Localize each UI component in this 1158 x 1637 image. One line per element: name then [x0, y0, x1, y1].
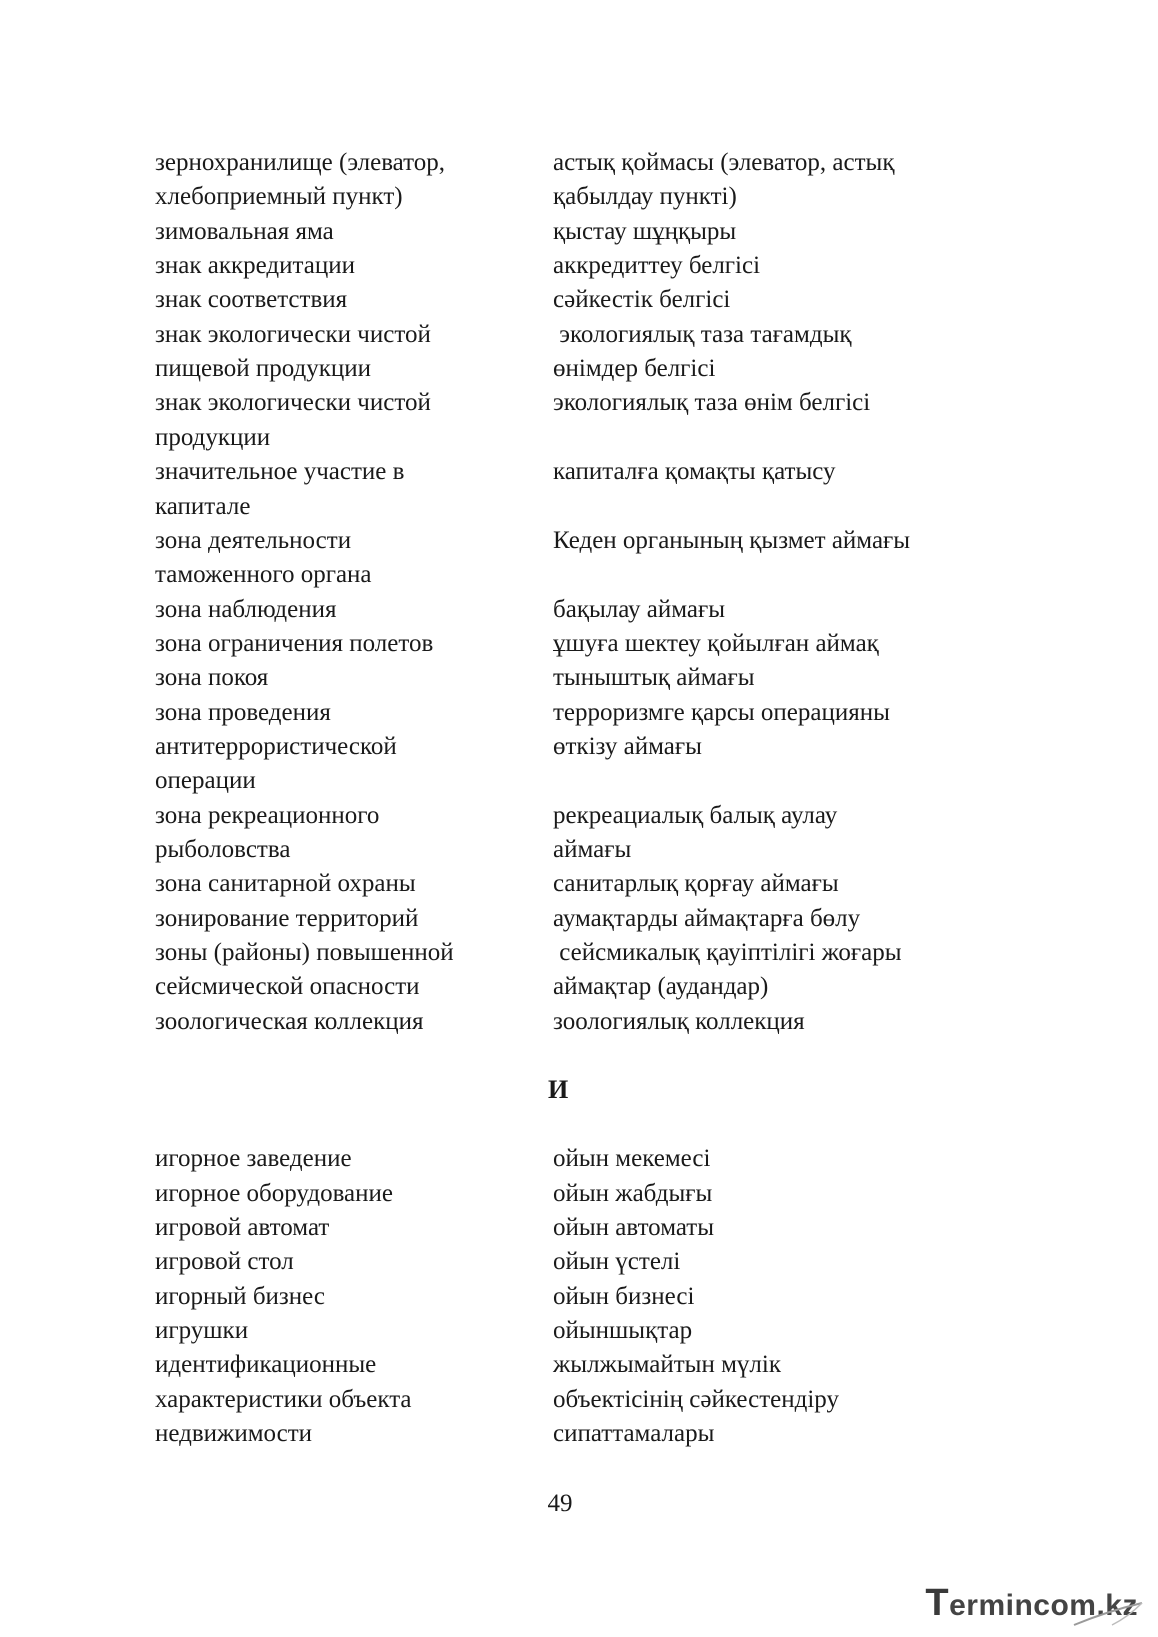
entry-row — [0, 490, 1158, 524]
entry-row — [0, 696, 1158, 730]
russian-term: зона проведения — [155, 699, 331, 726]
kazakh-term: жылжымайтын мүлік — [553, 1351, 781, 1378]
russian-term: зернохранилище (элеватор, — [155, 149, 445, 176]
entry-row — [0, 180, 1158, 214]
entry-row — [0, 249, 1158, 283]
entry-row — [0, 1142, 1158, 1176]
russian-term: игровой стол — [155, 1248, 294, 1275]
russian-term: зона рекреационного — [155, 802, 380, 829]
entry-row — [0, 902, 1158, 936]
entry-row — [0, 455, 1158, 489]
russian-term: характеристики объекта — [155, 1386, 412, 1413]
russian-term: зоологическая коллекция — [155, 1008, 424, 1035]
entry-row — [0, 283, 1158, 317]
entry-row — [0, 970, 1158, 1004]
entry-row — [0, 833, 1158, 867]
kazakh-term: тыныштық аймағы — [553, 664, 755, 691]
kazakh-term: объектісінің сәйкестендіру — [553, 1386, 839, 1413]
kazakh-term: аймағы — [553, 836, 632, 863]
entry-row — [0, 1314, 1158, 1348]
russian-term: хлебоприемный пункт) — [155, 183, 403, 210]
entry-row — [0, 1280, 1158, 1314]
kazakh-term: ойын жабдығы — [553, 1180, 713, 1207]
kazakh-term: санитарлық қорғау аймағы — [553, 870, 839, 897]
entry-row — [0, 661, 1158, 695]
watermark-text: ermincom — [949, 1589, 1097, 1622]
russian-term: зонирование территорий — [155, 905, 419, 932]
kazakh-term: өткізу аймағы — [553, 733, 702, 760]
entry-row — [0, 215, 1158, 249]
russian-term: игорный бизнес — [155, 1283, 325, 1310]
entry-row — [0, 1245, 1158, 1279]
russian-term: значительное участие в — [155, 458, 405, 485]
russian-term: таможенного органа — [155, 561, 372, 588]
watermark-letter-t: T — [925, 1582, 950, 1624]
kazakh-term: ойын автоматы — [553, 1214, 715, 1241]
russian-term: знак аккредитации — [155, 252, 355, 279]
section-letter: И — [548, 1075, 569, 1104]
entry-row — [0, 318, 1158, 352]
kazakh-term: ойын үстелі — [553, 1248, 681, 1275]
russian-term: идентификационные — [155, 1351, 377, 1378]
kazakh-term: зоологиялық коллекция — [553, 1008, 805, 1035]
entry-row — [0, 146, 1158, 180]
kazakh-term: сейсмикалық қауіптілігі жоғары — [553, 939, 902, 966]
kazakh-term: ойын мекемесі — [553, 1145, 711, 1172]
entry-row — [0, 627, 1158, 661]
russian-term: продукции — [155, 424, 271, 451]
russian-term: игорное оборудование — [155, 1180, 394, 1207]
russian-term: недвижимости — [155, 1420, 313, 1447]
kazakh-term: сәйкестік белгісі — [553, 286, 731, 313]
kazakh-term: астық қоймасы (элеватор, астық — [553, 149, 895, 176]
russian-term: пищевой продукции — [155, 355, 372, 382]
kazakh-term: экологиялық таза өнім белгісі — [553, 389, 871, 416]
entry-row — [0, 730, 1158, 764]
kazakh-term: қыстау шұңқыры — [553, 218, 737, 245]
kazakh-term: аймақтар (аудандар) — [553, 973, 769, 1000]
entry-row — [0, 1383, 1158, 1417]
watermark-swoosh-icon — [1072, 1601, 1144, 1627]
russian-term: игровой автомат — [155, 1214, 330, 1241]
entry-row — [0, 1348, 1158, 1382]
kazakh-term: бақылау аймағы — [553, 596, 726, 623]
kazakh-term: терроризмге қарсы операцияны — [553, 699, 890, 726]
russian-term: зона покоя — [155, 664, 269, 691]
russian-term: игорное заведение — [155, 1145, 352, 1172]
russian-term: зона наблюдения — [155, 596, 337, 623]
entry-row — [0, 386, 1158, 420]
entry-row — [0, 558, 1158, 592]
entry-row — [0, 1211, 1158, 1245]
kazakh-term: қабылдау пункті) — [553, 183, 737, 210]
entry-row — [0, 1005, 1158, 1039]
entry-row — [0, 593, 1158, 627]
kazakh-term: сипаттамалары — [553, 1420, 715, 1447]
russian-term: капитале — [155, 493, 251, 520]
kazakh-term: аккредиттеу белгісі — [553, 252, 761, 279]
kazakh-term: Кеден органының қызмет аймағы — [553, 527, 911, 554]
russian-term: антитеррористической — [155, 733, 397, 760]
entry-row — [0, 421, 1158, 455]
russian-term: игрушки — [155, 1317, 249, 1344]
kazakh-term: ұшуға шектеу қойылған аймақ — [553, 630, 879, 657]
entry-row — [0, 867, 1158, 901]
russian-term: операции — [155, 767, 256, 794]
russian-term: зона деятельности — [155, 527, 352, 554]
russian-term: рыболовства — [155, 836, 291, 863]
entry-row — [0, 352, 1158, 386]
russian-term: зона санитарной охраны — [155, 870, 416, 897]
kazakh-term: экологиялық таза тағамдық — [553, 321, 852, 348]
kazakh-term: капиталға қомақты қатысу — [553, 458, 836, 485]
kazakh-term: ойыншықтар — [553, 1317, 693, 1344]
kazakh-term: ойын бизнесі — [553, 1283, 695, 1310]
russian-term: знак экологически чистой — [155, 389, 431, 416]
kazakh-term: өнімдер белгісі — [553, 355, 716, 382]
entry-row — [0, 1177, 1158, 1211]
entry-row — [0, 764, 1158, 798]
russian-term: сейсмической опасности — [155, 973, 420, 1000]
kazakh-term: аумақтарды аймақтарға бөлу — [553, 905, 861, 932]
watermark-domain: .kz — [1096, 1589, 1138, 1622]
russian-term: знак экологически чистой — [155, 321, 431, 348]
entry-row — [0, 936, 1158, 970]
page-number: 49 — [547, 1490, 573, 1517]
entry-row — [0, 524, 1158, 558]
russian-term: зимовальная яма — [155, 218, 334, 245]
russian-term: знак соответствия — [155, 286, 348, 313]
entry-row — [0, 1417, 1158, 1451]
entry-row — [0, 799, 1158, 833]
russian-term: зона ограничения полетов — [155, 630, 434, 657]
kazakh-term: рекреациалық балық аулау — [553, 802, 838, 829]
russian-term: зоны (районы) повышенной — [155, 939, 454, 966]
